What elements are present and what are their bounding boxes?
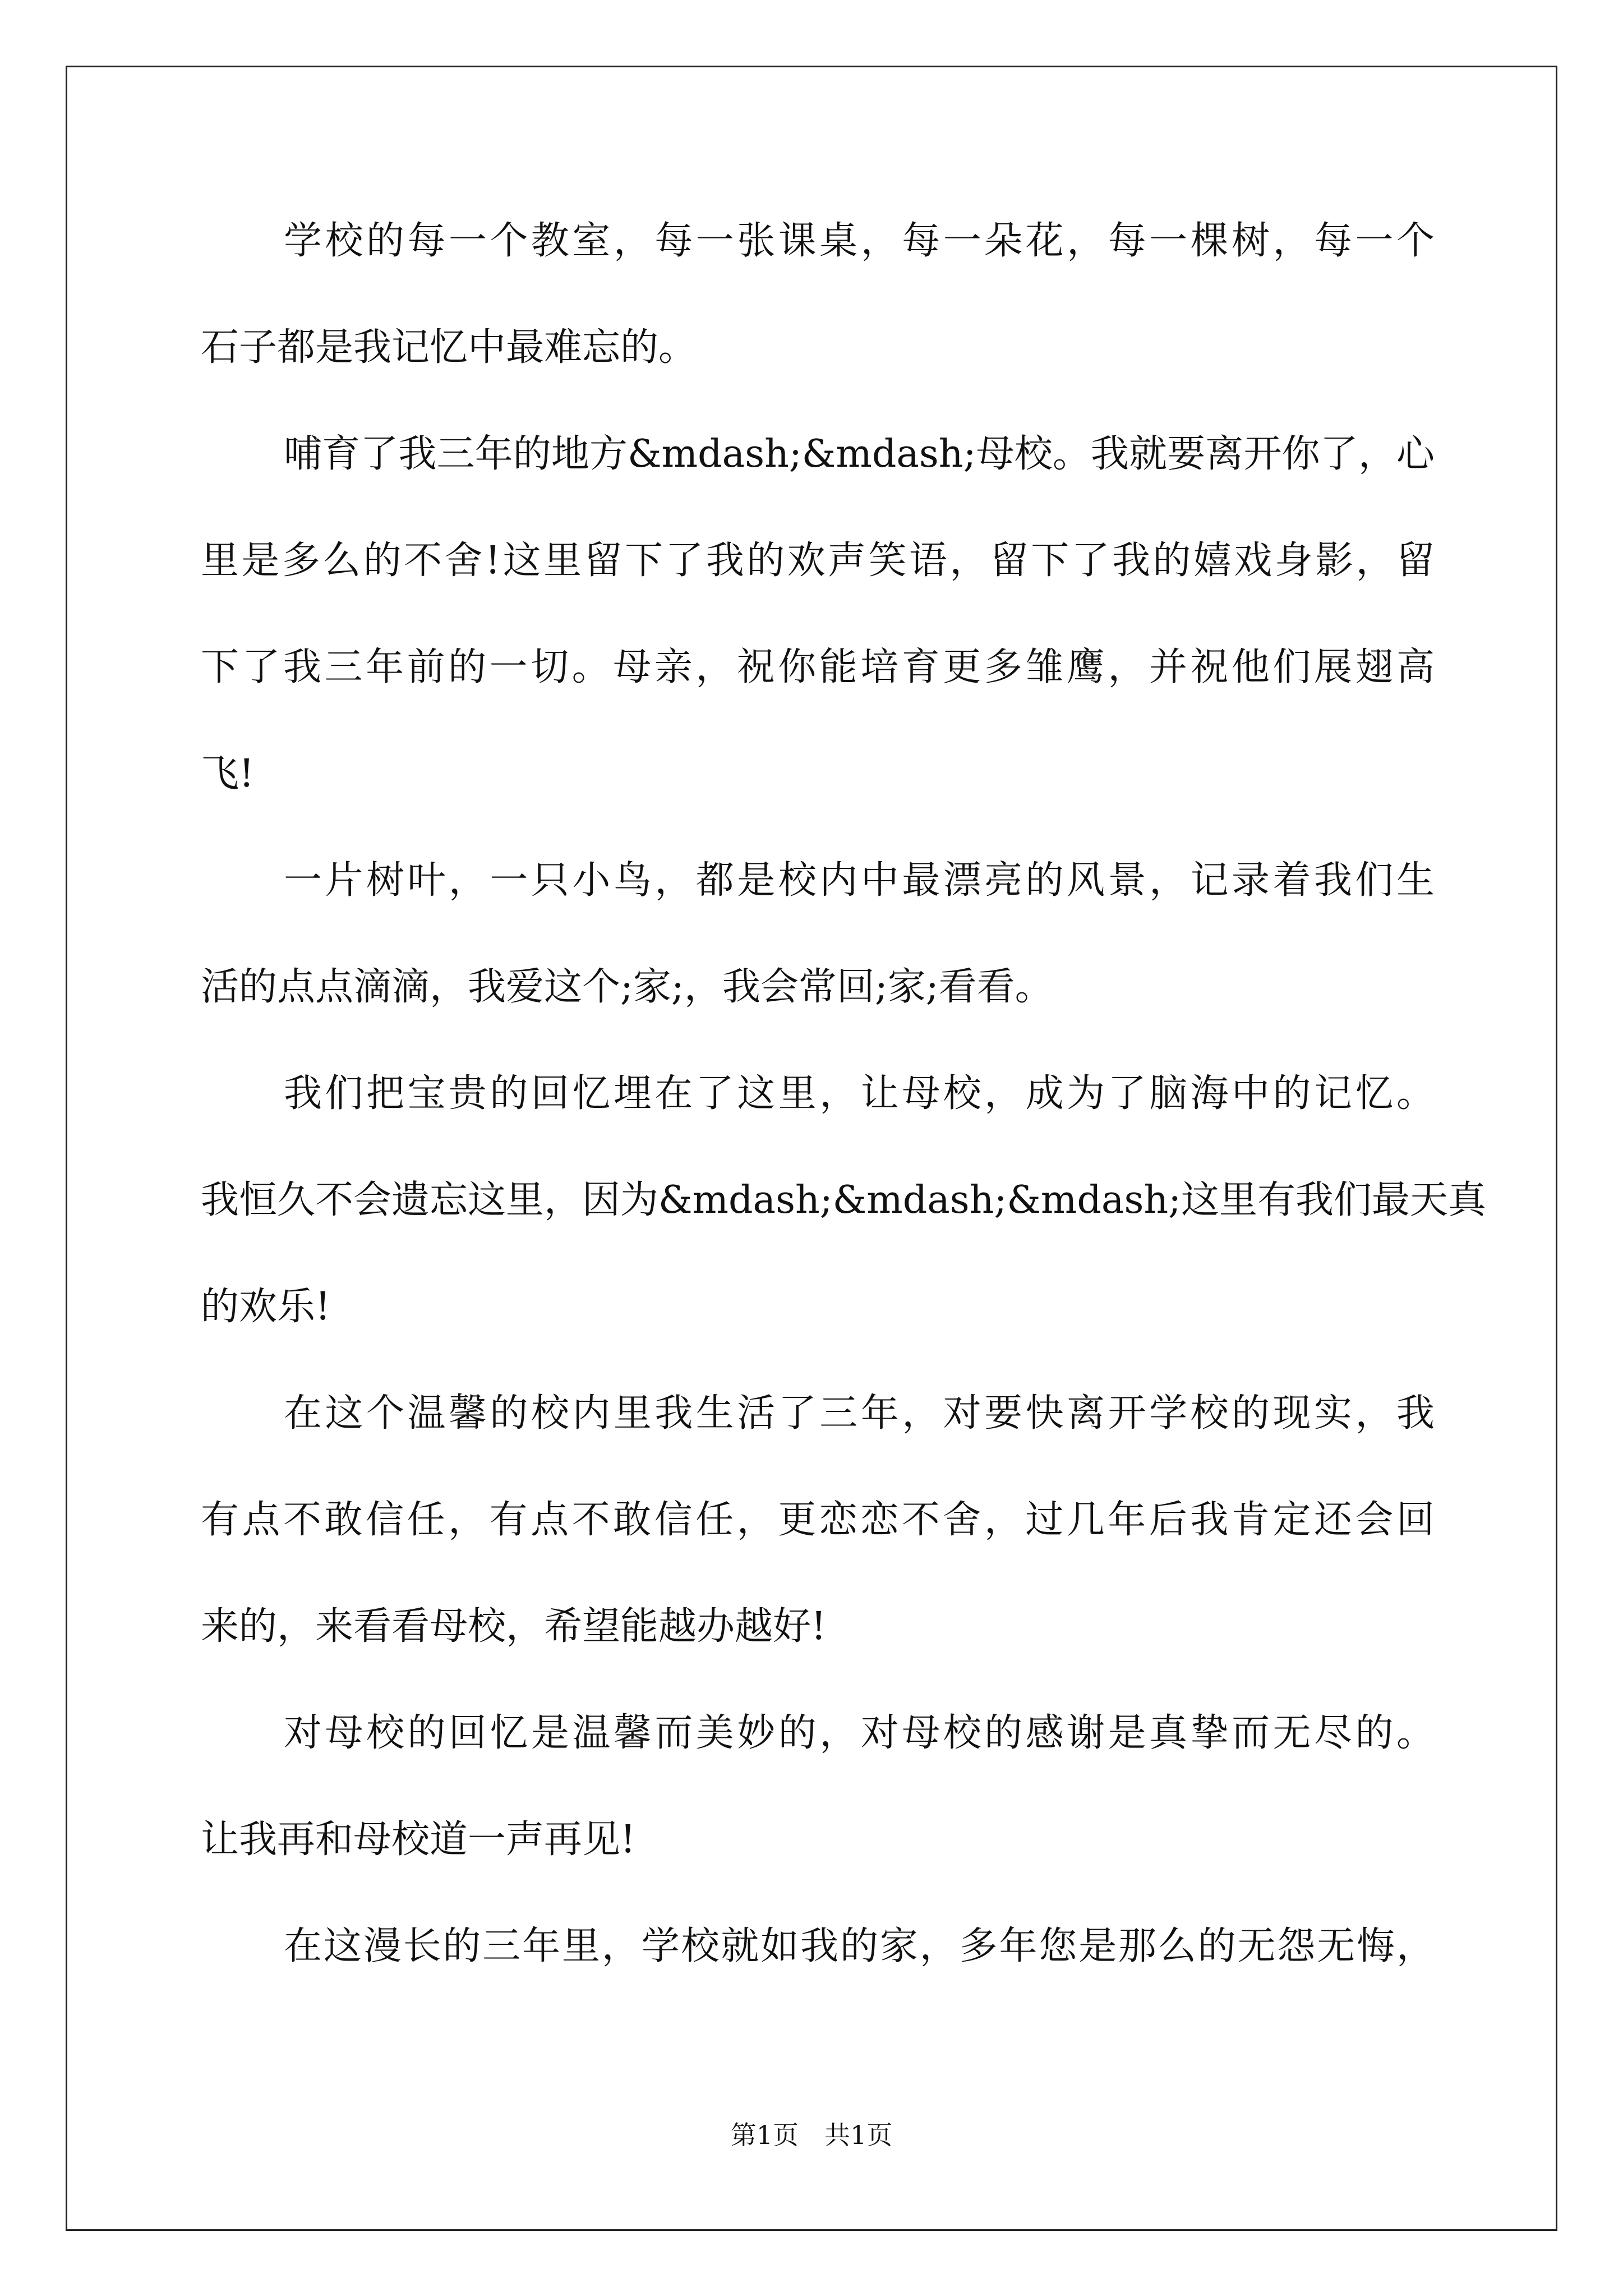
text-line: 我们把宝贵的回忆埋在了这里，让母校，成为了脑海中的记忆。 (284, 1071, 1435, 1116)
text-line: 哺育了我三年的地方&mdash;&mdash;母校。我就要离开你了，心 (284, 432, 1435, 476)
text-line: 在这漫长的三年里，学校就如我的家，多年您是那么的无怨无悔， (284, 1924, 1435, 1968)
text-line: 对母校的回忆是温馨而美妙的，对母校的感谢是真挚而无尽的。 (284, 1711, 1435, 1755)
text-line: 让我再和母校道一声再见! (201, 1818, 636, 1862)
text-line: 石子都是我记忆中最难忘的。 (201, 325, 697, 370)
text-line: 学校的每一个教室，每一张课桌，每一朵花，每一棵树，每一个 (284, 219, 1435, 263)
text-line: 的欢乐! (201, 1285, 331, 1329)
text-line: 在这个温馨的校内里我生活了三年，对要快离开学校的现实，我 (284, 1391, 1435, 1435)
document-body (201, 214, 1487, 2026)
text-line: 里是多么的不舍!这里留下了我的欢声笑语，留下了我的嬉戏身影，留 (201, 539, 1435, 583)
text-line: 下了我三年前的一切。母亲，祝你能培育更多雏鹰，并祝他们展翅高 (201, 645, 1435, 689)
text-line: 活的点点滴滴，我爱这个;家;，我会常回;家;看看。 (201, 965, 1053, 1009)
text-line: 来的，来看看母校，希望能越办越好! (201, 1604, 827, 1649)
page-footer (0, 2115, 1623, 2152)
page-number-current: 第1页 (730, 2120, 799, 2150)
text-line: 有点不敢信任，有点不敢信任，更恋恋不舍，过几年后我肯定还会回 (201, 1498, 1435, 1542)
page-number-total: 共1页 (824, 2120, 893, 2150)
text-line: 一片树叶，一只小鸟，都是校内中最漂亮的风景，记录着我们生 (284, 858, 1435, 903)
text-line: 我恒久不会遗忘这里，因为&mdash;&mdash;&mdash;这里有我们最天真 (201, 1178, 1487, 1222)
text-line: 飞! (201, 752, 255, 796)
